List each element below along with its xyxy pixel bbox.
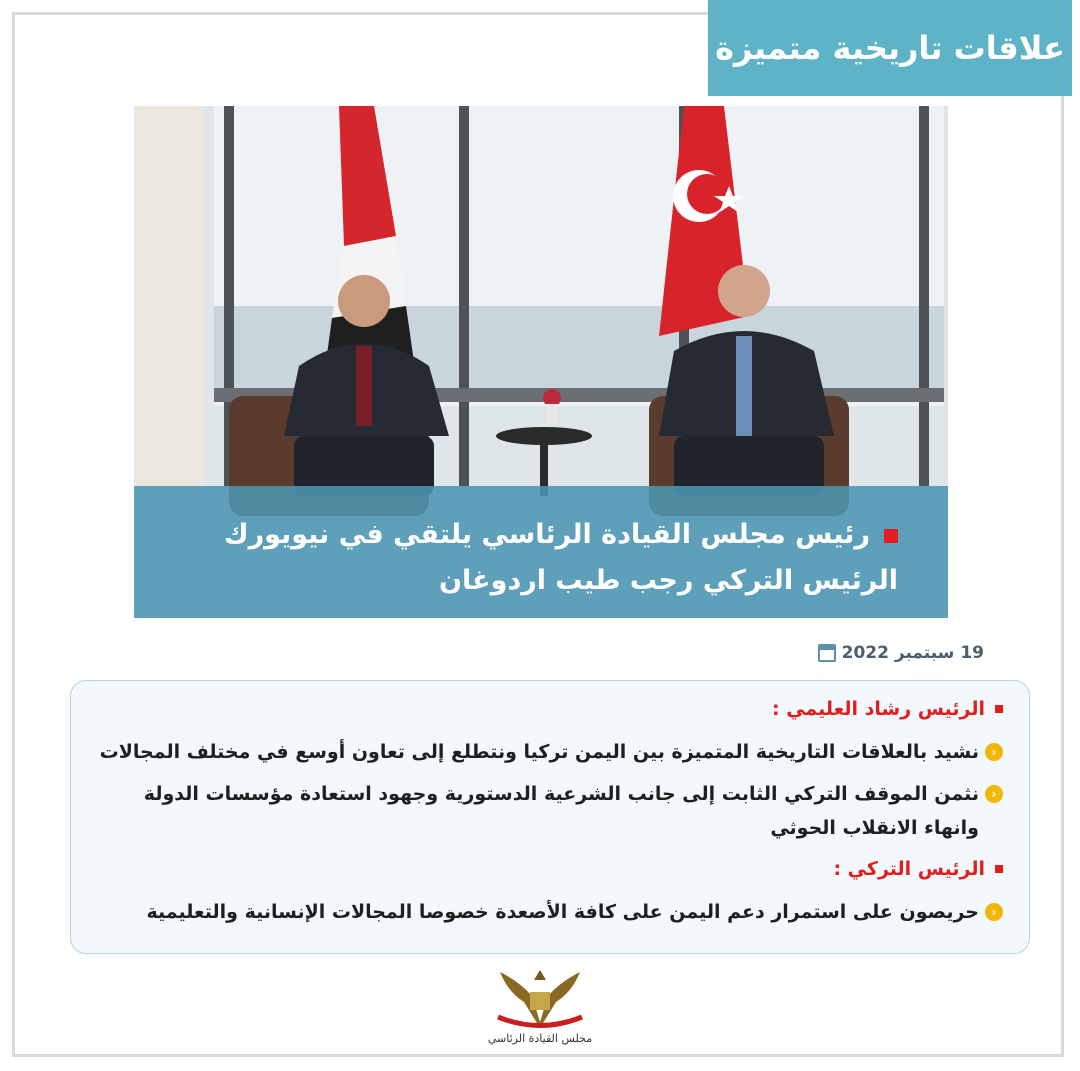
news-photo [134, 106, 948, 618]
chevron-bullet-icon: ‹ [985, 903, 1003, 921]
calendar-icon [818, 644, 836, 662]
date-row [818, 640, 984, 666]
list-item [91, 735, 1003, 769]
section-heading-turkish [91, 851, 1003, 887]
section-heading-text: الرئيس رشاد العليمي : [771, 698, 985, 720]
bullet-text: نشيد بالعلاقات التاريخية المتميزة بين اليمن تركيا ونتطلع إلى تعاون أوسع في مختلف المجالات [99, 741, 979, 763]
red-square-icon [995, 705, 1003, 713]
chevron-bullet-icon: ‹ [985, 785, 1003, 803]
date-text: 19 سبتمبر 2022 [841, 643, 984, 663]
bullet-text: نثمن الموقف التركي الثابت إلى جانب الشرعية الدستورية وجهود استعادة مؤسسات الدولة وانهاء الانقلاب الحوثي [143, 783, 979, 839]
council-logo [480, 962, 600, 1048]
title-banner [708, 0, 1072, 96]
eagle-emblem-icon [480, 962, 600, 1032]
red-square-icon [995, 865, 1003, 873]
caption-line-1: رئيس مجلس القيادة الرئاسي يلتقي في نيويورك [223, 519, 870, 550]
statements-box [70, 680, 1030, 954]
caption-line-2: الرئيس التركي رجب طيب اردوغان [438, 565, 898, 596]
red-square-icon [884, 529, 898, 543]
council-logo-text: مجلس القيادة الرئاسي [487, 1032, 593, 1045]
bullet-text: حريصون على استمرار دعم اليمن على كافة الأصعدة خصوصا المجالات الإنسانية والتعليمية [146, 901, 979, 923]
list-item [91, 777, 1003, 845]
list-item [91, 895, 1003, 929]
section-heading-text: الرئيس التركي : [833, 858, 985, 880]
chevron-bullet-icon: ‹ [985, 743, 1003, 761]
section-heading-alimi [91, 691, 1003, 727]
photo-caption [134, 486, 948, 618]
page-title: علاقات تاريخية متميزة [715, 29, 1065, 67]
